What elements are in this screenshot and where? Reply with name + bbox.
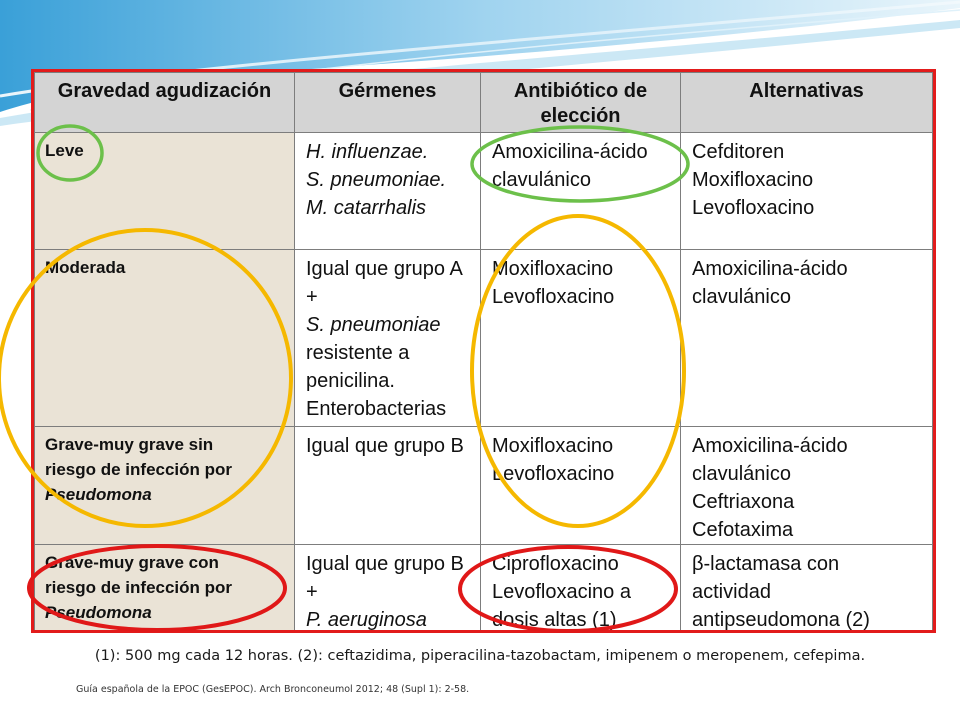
severity-cell [35,133,295,250]
cell-line: Cefotaxima [692,519,794,541]
cell-line: Moderada [45,258,126,277]
antibiotic-table [31,69,936,633]
header-alternatives: Alternativas [681,73,933,133]
cell-line: clavulánico [492,169,591,191]
cell-line: + [306,286,318,308]
antibiotic-cell [481,133,681,250]
alternatives-cell [681,545,933,634]
cell-line: S. pneumoniae [306,314,441,336]
cell-line: S. pneumoniae. [306,169,447,191]
cell-line: Amoxicilina-ácido [692,435,848,457]
antibiotic-cell [481,427,681,545]
cell-line: Moxifloxacino [692,169,814,191]
germs-cell [295,427,481,545]
cell-line: Igual que grupo A [306,258,463,280]
cell-line: Levofloxacino a [492,581,631,603]
table-header-row [35,73,933,133]
table-row [35,427,933,545]
cell-line: Levofloxacino [492,286,615,308]
cell-line: + [306,581,318,603]
cell-line: Grave-muy grave sin [45,435,214,454]
header-germs: Gérmenes [295,73,481,133]
cell-line: Leve [45,141,84,160]
cell-line: M. catarrhalis [306,197,427,219]
cell-line: P. aeruginosa [306,609,427,631]
cell-line: Igual que grupo B [306,553,464,575]
cell-line: riesgo de infección por [45,578,233,597]
cell-line: dosis altas (1) [492,609,617,631]
cell-line: clavulánico [692,286,791,308]
antibiotic-cell [481,545,681,634]
citation: Guía española de la EPOC (GesEPOC). Arch Bronconeumol 2012; 48 (Supl 1): 2-58. [76,684,470,695]
cell-line: Cefditoren [692,141,785,163]
cell-line: Enterobacterias [306,398,447,420]
cell-line: Grave-muy grave con [45,553,219,572]
cell-line: penicilina. [306,370,395,392]
alternatives-cell [681,250,933,427]
header-antibiotic: Antibiótico de elección [481,73,681,133]
germs-cell [295,545,481,634]
germs-cell [295,250,481,427]
antibiotic-cell [481,250,681,427]
cell-line: Ceftriaxona [692,491,795,513]
cell-line: Ciprofloxacino [492,553,619,575]
cell-line: clavulánico [692,463,791,485]
footnote: (1): 500 mg cada 12 horas. (2): ceftazidima, piperacilina-tazobactam, imipenem o meropenem, cefepima. [94,648,866,664]
alternatives-cell [681,427,933,545]
cell-line: Amoxicilina-ácido [692,258,848,280]
cell-line: Moxifloxacino [492,435,614,457]
cell-line: H. influenzae. [306,141,429,163]
cell-line: β-lactamasa con actividad [692,553,840,603]
germs-cell [295,133,481,250]
severity-cell [35,427,295,545]
cell-line: resistente a [306,342,410,364]
severity-cell [35,250,295,427]
table-row [35,545,933,634]
cell-line: Pseudomona [45,485,152,504]
cell-line: Levofloxacino [492,463,615,485]
cell-line: Pseudomona [45,603,152,622]
cell-line: Igual que grupo B [306,435,464,457]
cell-line: Levofloxacino [692,197,815,219]
severity-cell [35,545,295,634]
table-row [35,250,933,427]
cell-line: Amoxicilina-ácido [492,141,648,163]
cell-line: Moxifloxacino [492,258,614,280]
header-severity: Gravedad agudización [35,73,295,133]
cell-line: antipseudomona (2) [692,609,870,631]
alternatives-cell [681,133,933,250]
table-row [35,133,933,250]
cell-line: riesgo de infección por [45,460,233,479]
